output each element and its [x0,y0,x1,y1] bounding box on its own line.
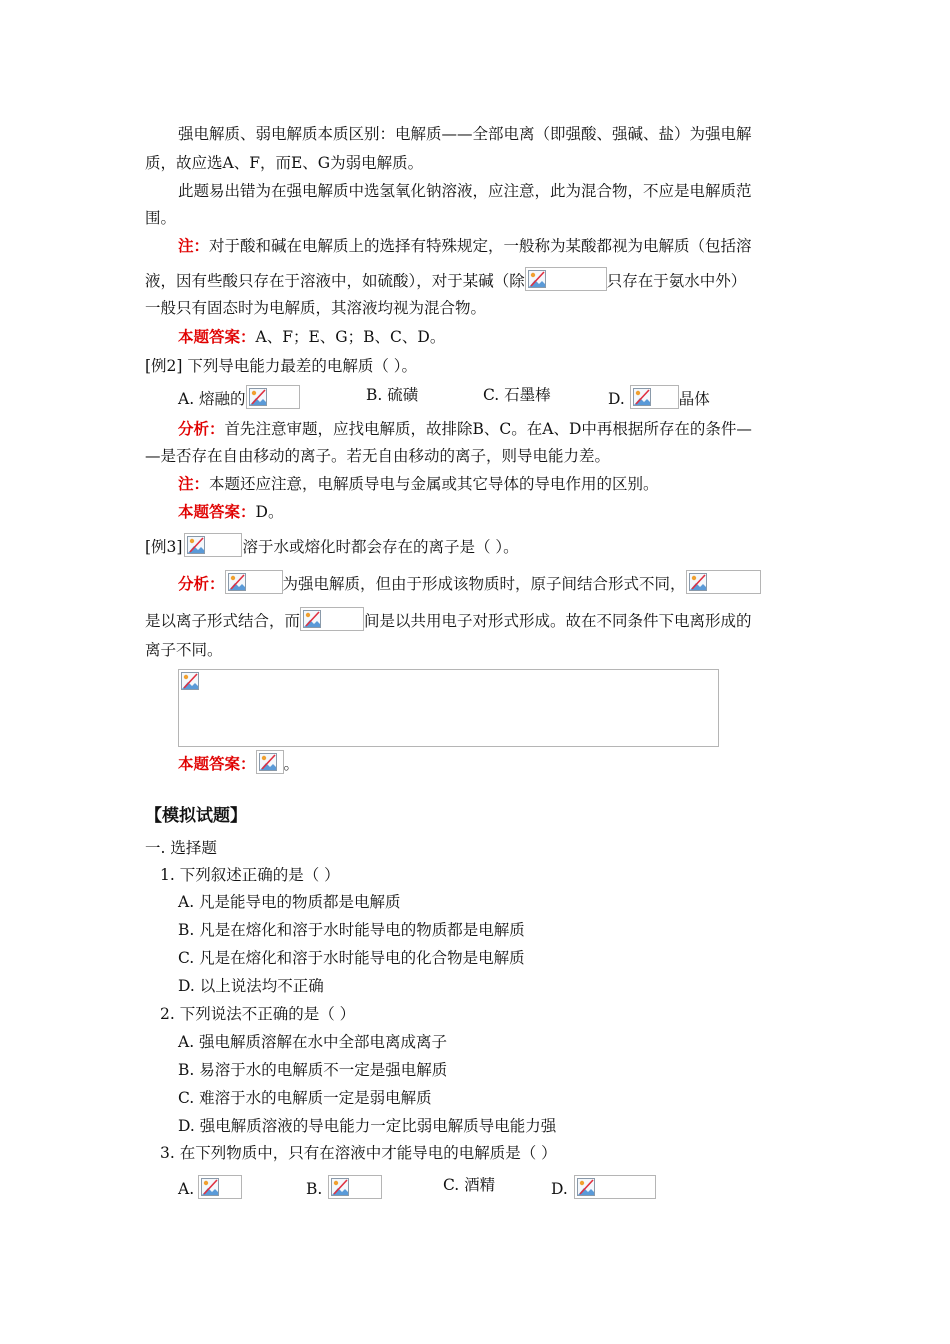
q1-stem: 1. 下列叙述正确的是（ ） [160,866,340,884]
ex2-question: [例2] 下列导电能力最差的电解质（ ）。 [145,357,418,375]
ex3-question [145,533,950,557]
q3-option-a: A. [178,1180,195,1198]
ex2-answer-text: D。 [255,503,284,521]
q2-option-b: B. 易溶于水的电解质不一定是强电解质 [178,1061,448,1079]
q2-option-d: D. 强电解质溶液的导电能力一定比弱电解质导电能力强 [178,1117,557,1135]
formula-image-icon [630,385,679,409]
ex3-analysis-text1: 为强电解质，但由于形成该物质时，原子间结合形式不同， [282,575,686,593]
q2-stem: 2. 下列说法不正确的是（ ） [160,1005,356,1023]
para2-line1: 此题易出错为在强电解质中选氢氧化钠溶液，应注意，此为混合物，不应是电解质范 [178,182,752,200]
q3-options [178,1175,950,1199]
q1-option-b: B. 凡是在熔化和溶于水时能导电的物质都是电解质 [178,921,525,939]
ex2-options [178,385,950,409]
formula-image-icon [300,607,364,631]
note1-text-b: 只存在于氨水中外） [606,272,747,290]
ex2-option-c: C. 石墨棒 [483,386,551,404]
ex3-analysis-line3: 离子不同。 [145,641,223,659]
ex3-answer-suffix: 。 [283,755,300,773]
formula-image-icon [525,267,607,291]
section-choice: 一. 选择题 [145,839,217,857]
ex2-analysis-line1 [178,419,950,439]
note1-text: 对于酸和碱在电解质上的选择有特殊规定，一般称为某酸都视为电解质（包括溶 [209,237,752,255]
ex3-analysis-text2a: 是以离子形式结合，而 [145,612,301,630]
formula-image-icon [184,533,242,557]
q1-option-c: C. 凡是在熔化和溶于水时能导电的化合物是电解质 [178,949,525,967]
formula-image-icon [198,1175,242,1199]
note1-text-a: 液，因有些酸只存在于溶液中，如硫酸），对于某碱（除 [145,272,525,290]
ex2-option-a: A. 熔融的 [178,390,246,408]
ex2-option-d-prefix: D. [608,390,625,408]
answer1 [178,327,950,347]
answer1-label: 本题答案： [178,327,256,346]
ex2-analysis-label: 分析： [178,419,225,438]
q2-option-c: C. 难溶于水的电解质一定是弱电解质 [178,1089,432,1107]
ex3-analysis-label: 分析： [178,574,225,593]
note1-line3: 一般只有固态时为电解质，其溶液均视为混合物。 [145,299,487,317]
ex3-prefix: [例3] [145,538,183,556]
ex3-suffix: 溶于水或熔化时都会存在的离子是（ ）。 [242,538,519,556]
ex3-analysis-line1 [178,570,950,594]
formula-image-icon [225,570,283,594]
ex2-note-label: 注： [178,474,210,493]
q3-option-c: C. 酒精 [443,1176,496,1194]
q1-option-a: A. 凡是能导电的物质都是电解质 [178,893,401,911]
ex2-answer-label: 本题答案： [178,502,256,521]
ex2-answer [178,502,950,522]
ex3-answer [178,750,950,774]
q3-option-b-label: B. [306,1180,323,1198]
broken-image-icon [181,672,199,690]
note1-line1 [178,236,950,256]
formula-image-icon [328,1175,382,1199]
ex3-analysis-line2 [145,607,950,631]
para2-line2: 围。 [145,209,177,227]
section-title: 【模拟试题】 [145,806,247,826]
ex2-option-d-suffix: 晶体 [678,390,710,408]
para1-line1: 强电解质、弱电解质本质区别：电解质——全部电离（即强酸、强碱、盐）为强电解 [178,125,752,143]
answer1-text: A、F；E、G；B、C、D。 [255,328,446,346]
formula-image-icon [256,750,284,774]
q3-stem: 3. 在下列物质中，只有在溶液中才能导电的电解质是（ ） [160,1144,557,1162]
formula-image-icon [246,385,300,409]
ex2-note [178,474,950,494]
q3-option-d [551,1175,656,1199]
ex2-option-d [608,385,710,409]
note1-line2 [145,267,950,291]
ex2-analysis-line2: —是否存在自由移动的离子。若无自由移动的离子，则导电能力差。 [145,447,611,465]
ex2-note-text: 本题还应注意，电解质导电与金属或其它导体的导电作用的区别。 [209,475,659,493]
ex3-answer-label: 本题答案： [178,754,256,773]
formula-image-icon [686,570,761,594]
q2-option-a: A. 强电解质溶解在水中全部电离成离子 [178,1033,448,1051]
ex2-option-b: B. 硫磺 [366,386,419,404]
para1-line2: 质，故应选A、F，而E、G为弱电解质。 [145,154,424,172]
note1-label: 注： [178,236,210,255]
q3-option-b [306,1175,382,1199]
ex3-analysis-text2b: 间是以共用电子对形式形成。故在不同条件下电离形成的 [364,612,752,630]
q1-option-d: D. 以上说法均不正确 [178,977,324,995]
equation-image-placeholder [178,669,719,747]
formula-image-icon [574,1175,656,1199]
q3-option-d-label: D. [551,1180,568,1198]
ex2-analysis-text1: 首先注意审题，应找电解质，故排除B、C。在A、D中再根据所存在的条件— [224,420,752,438]
